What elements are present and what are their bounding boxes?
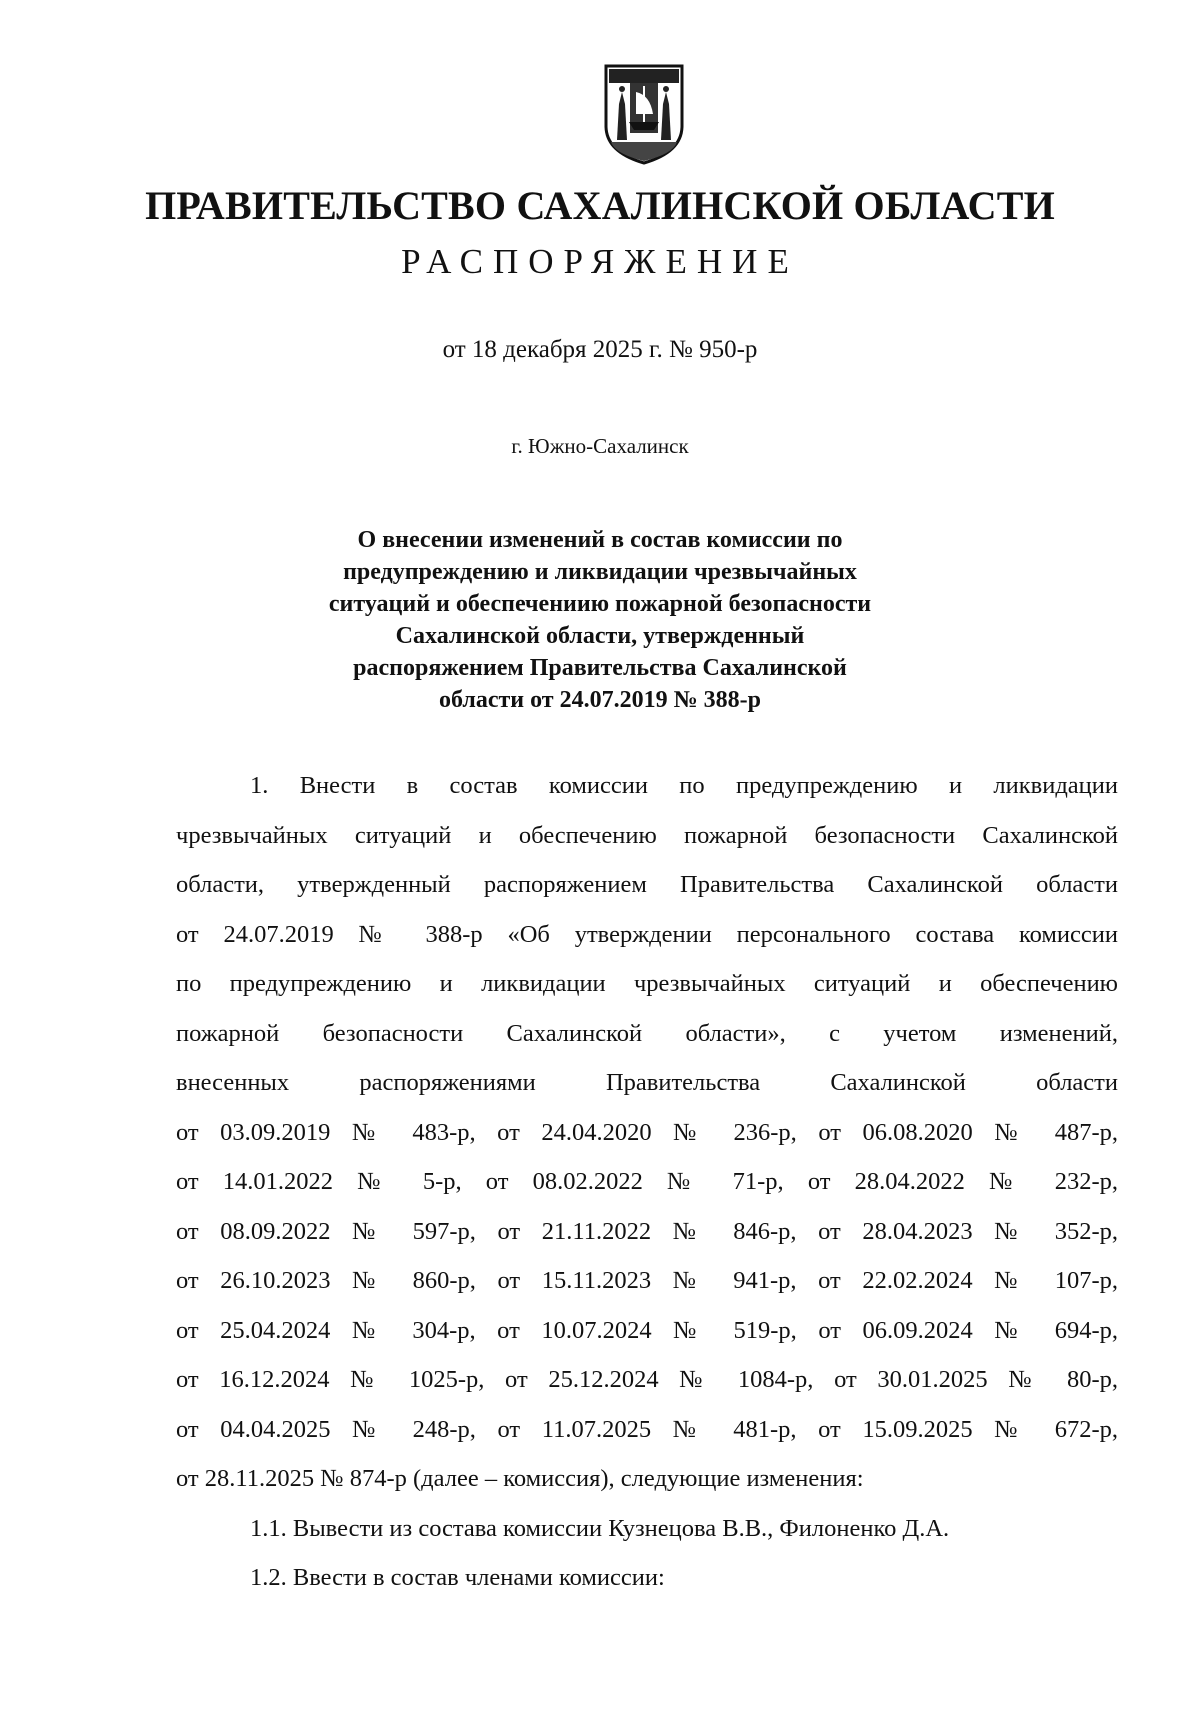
heading-line: Сахалинской области, утвержденный [395, 623, 805, 649]
government-title: ПРАВИТЕЛЬСТВО САХАЛИНСКОЙ ОБЛАСТИ [145, 183, 1055, 228]
paragraph-line: по предупреждению и ликвидации чрезвычайных ситуаций и обеспечению [176, 970, 1118, 997]
heading-line: распоряжением Правительства Сахалинской [353, 655, 847, 681]
paragraph-line: чрезвычайных ситуаций и обеспечению пожарной безопасности Сахалинской [176, 821, 1118, 849]
document-heading [300, 524, 900, 716]
paragraph-last-line: от 28.11.2025 № 874-р (далее – комиссия), следующие изменения: [176, 1465, 864, 1492]
paragraph-line: от 08.09.2022 № 597-р, от 21.11.2022 № 846-р, от 28.04.2023 № 352-р, [176, 1217, 1118, 1245]
paragraph-line: от 14.01.2022 № 5-р, от 08.02.2022 № 71-р, от 28.04.2022 № 232-р, [176, 1168, 1118, 1195]
heading-line: области от 24.07.2019 № 388-р [438, 687, 762, 713]
paragraph-line: от 03.09.2019 № 483-р, от 24.04.2020 № 236-р, от 06.08.2020 № 487-р, [176, 1118, 1118, 1146]
coat-of-arms-icon [603, 62, 685, 166]
heading-line: предупреждению и ликвидации чрезвычайных [343, 559, 857, 585]
list-item: 1.1. Вывести из состава комиссии Кузнецова В.В., Филоненко Д.А. [250, 1514, 950, 1542]
paragraph-line: пожарной безопасности Сахалинской области», с учетом изменений, [176, 1019, 1118, 1047]
heading-line: О внесении изменений в состав комиссии по [357, 527, 843, 553]
document-date-number: от 18 декабря 2025 г. № 950-р [442, 336, 758, 363]
paragraph-line: от 25.04.2024 № 304-р, от 10.07.2024 № 519-р, от 06.09.2024 № 694-р, [176, 1316, 1118, 1344]
paragraph-line: от 04.04.2025 № 248-р, от 11.07.2025 № 481-р, от 15.09.2025 № 672-р, [176, 1415, 1118, 1443]
paragraph-line: 1. Внести в состав комиссии по предупреждению и ликвидации [250, 772, 1118, 799]
document-city: г. Южно-Сахалинск [511, 434, 689, 458]
list-item: 1.2. Ввести в состав членами комиссии: [250, 1564, 665, 1591]
paragraph-line: от 26.10.2023 № 860-р, от 15.11.2023 № 941-р, от 22.02.2024 № 107-р, [176, 1267, 1118, 1294]
document-kind: РАСПОРЯЖЕНИЕ [401, 242, 799, 281]
heading-line: ситуаций и обеспечениию пожарной безопасности [328, 591, 872, 617]
paragraph-line: от 24.07.2019 № 388-р «Об утверждении персонального состава комиссии [176, 920, 1118, 948]
paragraph-line: области, утвержденный распоряжением Правительства Сахалинской области [176, 871, 1118, 898]
paragraph-line: внесенных распоряжениями Правительства Сахалинской области [176, 1069, 1118, 1096]
document-body [176, 761, 1118, 1603]
paragraph-line: от 16.12.2024 № 1025-р, от 25.12.2024 № 1084-р, от 30.01.2025 № 80-р, [176, 1366, 1118, 1393]
